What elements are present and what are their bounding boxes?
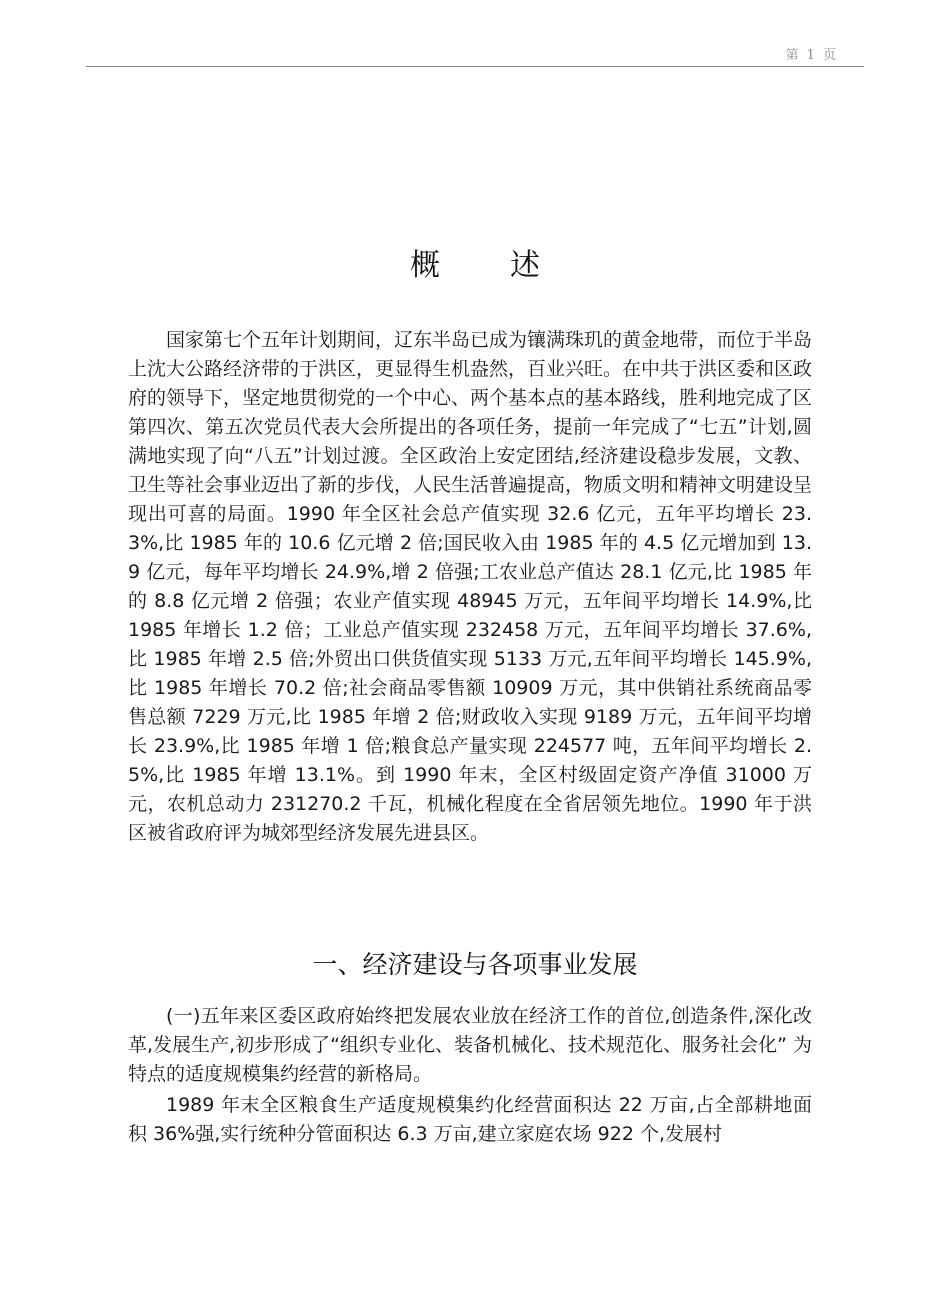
section-paragraph: 1989 年末全区粮食生产适度规模集约化经营面积达 22 万亩,占全部耕地面积 36%强,实行统种分管面积达 6.3 万亩,建立家庭农场 922 个,发展村 — [128, 1094, 812, 1145]
document-title: 概述 — [410, 248, 610, 283]
overview-section — [128, 326, 812, 848]
page-number: 第 1 页 — [785, 48, 838, 63]
page-header — [86, 40, 864, 67]
section-paragraph: (一)五年来区委区政府始终把发展农业放在经济工作的首位,创造条件,深化改革,发展生产,初步形成了“组织专业化、装备机械化、技术规范化、服务社会化” 为特点的适度规模集约经营的新格局。 — [128, 1005, 812, 1085]
section-heading: 一、经济建设与各项事业发展 — [312, 950, 638, 979]
section-body — [128, 1002, 812, 1149]
overview-paragraph: 国家第七个五年计划期间，辽东半岛已成为镶满珠玑的黄金地带，而位于半岛上沈大公路经济带的于洪区，更显得生机盎然，百业兴旺。在中共于洪区委和区政府的领导下，坚定地贯彻党的一个中心、两个基本点的基本路线，胜利地完成了区第四次、第五次党员代表大会所提出的各项任务，提前一年完成了“七五”计划,圆满地实现了向“八五”计划过渡。全区政治上安定团结,经济建设稳步发展，文教、卫生等社会事业迈出了新的步伐，人民生活普遍提高，物质文明和精神文明建设呈现出可喜的局面。1990 年全区社会总产值实现 32.6 亿元，五年平均增长 23.3%,比 1985 年的 10.6 亿元增 2 倍;国民收入由 1985 年的 4.5 亿元增加到 13.9 亿元，每年平均增长 24.9%,增 2 倍强;工农业总产值达 28.1 亿元,比 1985 年的 8.8 亿元增 2 倍强；农业产值实现 48945 万元，五年间平均增长 14.9%,比 1985 年增长 1.2 倍；工业总产值实现 232458 万元，五年间平均增长 37.6%,比 1985 年增 2.5 倍;外贸出口供货值实现 5133 万元,五年间平均增长 145.9%,比 1985 年增长 70.2 倍;社会商品零售额 10909 万元，其中供销社系统商品零售总额 7229 万元,比 1985 年增 2 倍;财政收入实现 9189 万元，五年间平均增长 23.9%,比 1985 年增 1 倍;粮食总产量实现 224577 吨，五年间平均增长 2.5%,比 1985 年增 13.1%。到 1990 年末，全区村级固定资产净值 31000 万元，农机总动力 231270.2 千瓦，机械化程度在全省居领先地位。1990 年于洪区被省政府评为城郊型经济发展先进县区。 — [128, 329, 813, 844]
